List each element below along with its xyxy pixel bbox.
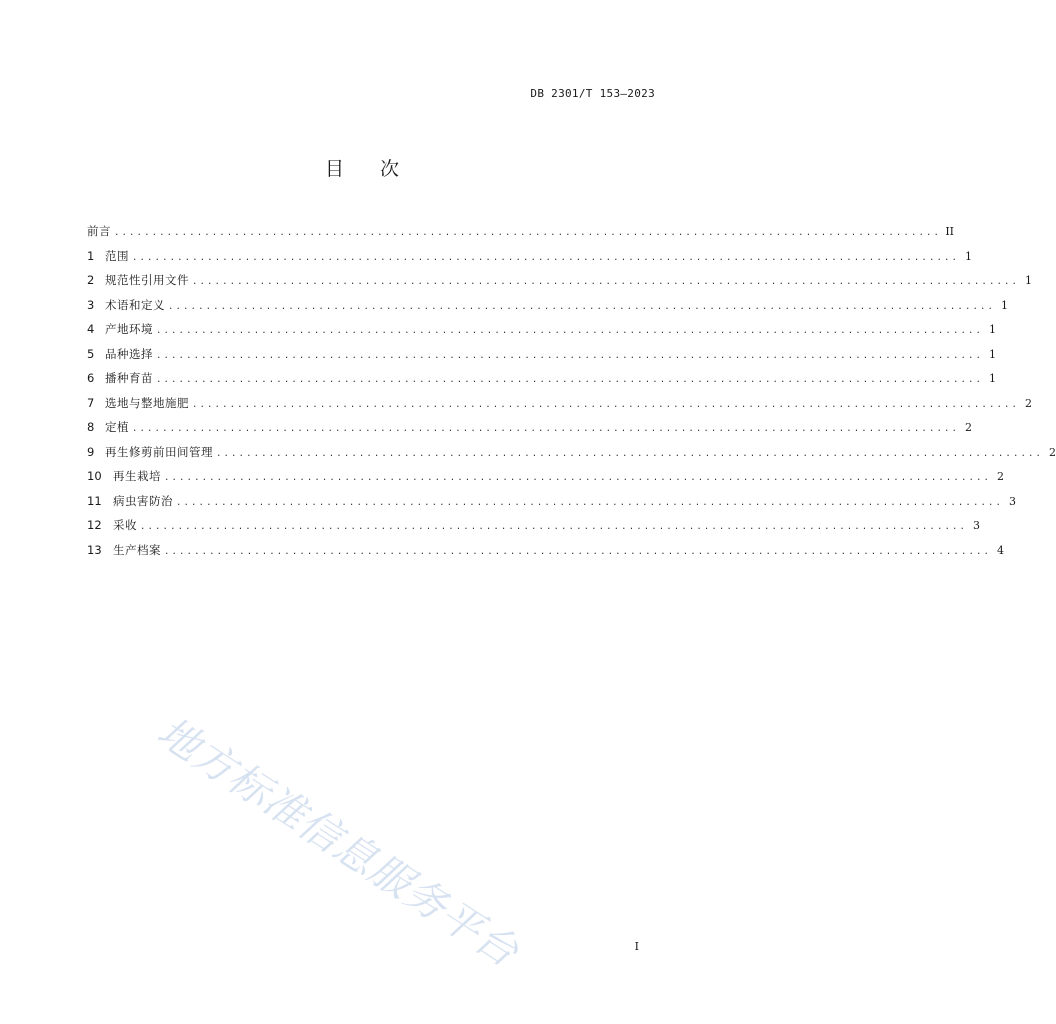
toc-entry-number: 13 <box>87 542 102 557</box>
toc-entry-foreword[interactable] <box>87 219 955 244</box>
toc-leader-dots: .............................................................................................................. <box>156 375 984 385</box>
toc-entry-number: 2 <box>87 273 95 287</box>
toc-leader-dots: .............................................................................................................. <box>176 497 1004 508</box>
toc-entry-label: 病虫害防治 <box>113 493 173 508</box>
toc-entry-page: 1 <box>965 249 973 263</box>
toc-entry-12[interactable] <box>87 513 981 538</box>
toc-leader-dots: .............................................................................................................. <box>156 326 984 336</box>
toc-entry-number: 3 <box>87 297 95 312</box>
toc-leader-dots: .............................................................................................................. <box>140 522 968 532</box>
toc-entry-number: 5 <box>87 346 95 361</box>
toc-leader-dots: .............................................................................................................. <box>132 252 960 263</box>
toc-entry-page: 4 <box>997 543 1005 557</box>
watermark: 地方标准信息服务平台 <box>148 707 528 977</box>
toc-entry-7[interactable] <box>87 391 1033 416</box>
toc-entry-label: 采收 <box>113 518 137 532</box>
toc-entry-11[interactable] <box>87 489 1017 514</box>
page-number: I <box>634 940 639 953</box>
toc-entry-label: 再生栽培 <box>113 469 161 483</box>
toc-entry-4[interactable] <box>87 317 997 342</box>
toc-entry-number: 12 <box>87 518 102 532</box>
toc-entry-page: 2 <box>1025 396 1033 410</box>
toc-entry-page: 2 <box>997 470 1005 483</box>
toc-leader-dots: .............................................................................................................. <box>168 301 996 312</box>
toc-leader-dots: .............................................................................................................. <box>132 424 960 434</box>
toc-entry-page: 3 <box>973 519 981 532</box>
toc-entry-label: 播种育苗 <box>105 371 153 385</box>
toc-entry-label: 生产档案 <box>113 542 161 557</box>
toc-leader-dots: .............................................................................................................. <box>114 228 942 238</box>
toc-entry-label: 选地与整地施肥 <box>105 395 189 410</box>
toc-entry-5[interactable] <box>87 342 997 367</box>
toc-entry-2[interactable] <box>87 268 1033 293</box>
toc-entry-page: II <box>945 225 955 238</box>
toc-entry-label: 定植 <box>105 420 129 434</box>
toc-entry-8[interactable] <box>87 415 973 440</box>
toc-entry-page: 2 <box>1049 445 1056 459</box>
toc-entry-label: 品种选择 <box>105 346 153 361</box>
toc-entry-number: 10 <box>87 469 102 483</box>
toc-entry-page: 1 <box>989 372 997 385</box>
toc-entry-6[interactable] <box>87 366 997 391</box>
toc-entry-10[interactable] <box>87 464 1005 489</box>
toc-entry-number: 11 <box>87 493 102 508</box>
toc-entry-page: 1 <box>989 347 997 361</box>
toc-entry-number: 7 <box>87 395 95 410</box>
document-code: DB 2301/T 153—2023 <box>530 87 655 100</box>
toc-entry-label: 前言 <box>87 224 111 238</box>
toc-leader-dots: .............................................................................................................. <box>192 399 1020 410</box>
toc-entry-label: 术语和定义 <box>105 297 165 312</box>
table-of-contents <box>87 219 1056 562</box>
toc-entry-number: 9 <box>87 444 95 459</box>
toc-entry-page: 1 <box>1025 274 1033 287</box>
toc-leader-dots: .............................................................................................................. <box>216 448 1044 459</box>
toc-entry-label: 规范性引用文件 <box>105 273 189 287</box>
toc-entry-number: 4 <box>87 322 95 336</box>
toc-leader-dots: .............................................................................................................. <box>164 546 992 557</box>
toc-entry-page: 1 <box>1001 298 1009 312</box>
toc-entry-page: 2 <box>965 421 973 434</box>
toc-entry-page: 1 <box>989 323 997 336</box>
toc-entry-number: 1 <box>87 248 95 263</box>
page-title: 目 次 <box>324 158 400 180</box>
toc-entry-page: 3 <box>1009 494 1017 508</box>
toc-entry-number: 6 <box>87 371 95 385</box>
toc-entry-label: 产地环境 <box>105 322 153 336</box>
toc-entry-1[interactable] <box>87 244 973 269</box>
toc-entry-label: 范围 <box>105 248 129 263</box>
toc-entry-3[interactable] <box>87 293 1009 318</box>
toc-leader-dots: .............................................................................................................. <box>156 350 984 361</box>
toc-leader-dots: .............................................................................................................. <box>164 473 992 483</box>
toc-entry-label: 再生修剪前田间管理 <box>105 444 213 459</box>
toc-leader-dots: .............................................................................................................. <box>192 277 1020 287</box>
toc-entry-13[interactable] <box>87 538 1005 563</box>
toc-entry-9[interactable] <box>87 440 1056 465</box>
toc-entry-number: 8 <box>87 420 95 434</box>
